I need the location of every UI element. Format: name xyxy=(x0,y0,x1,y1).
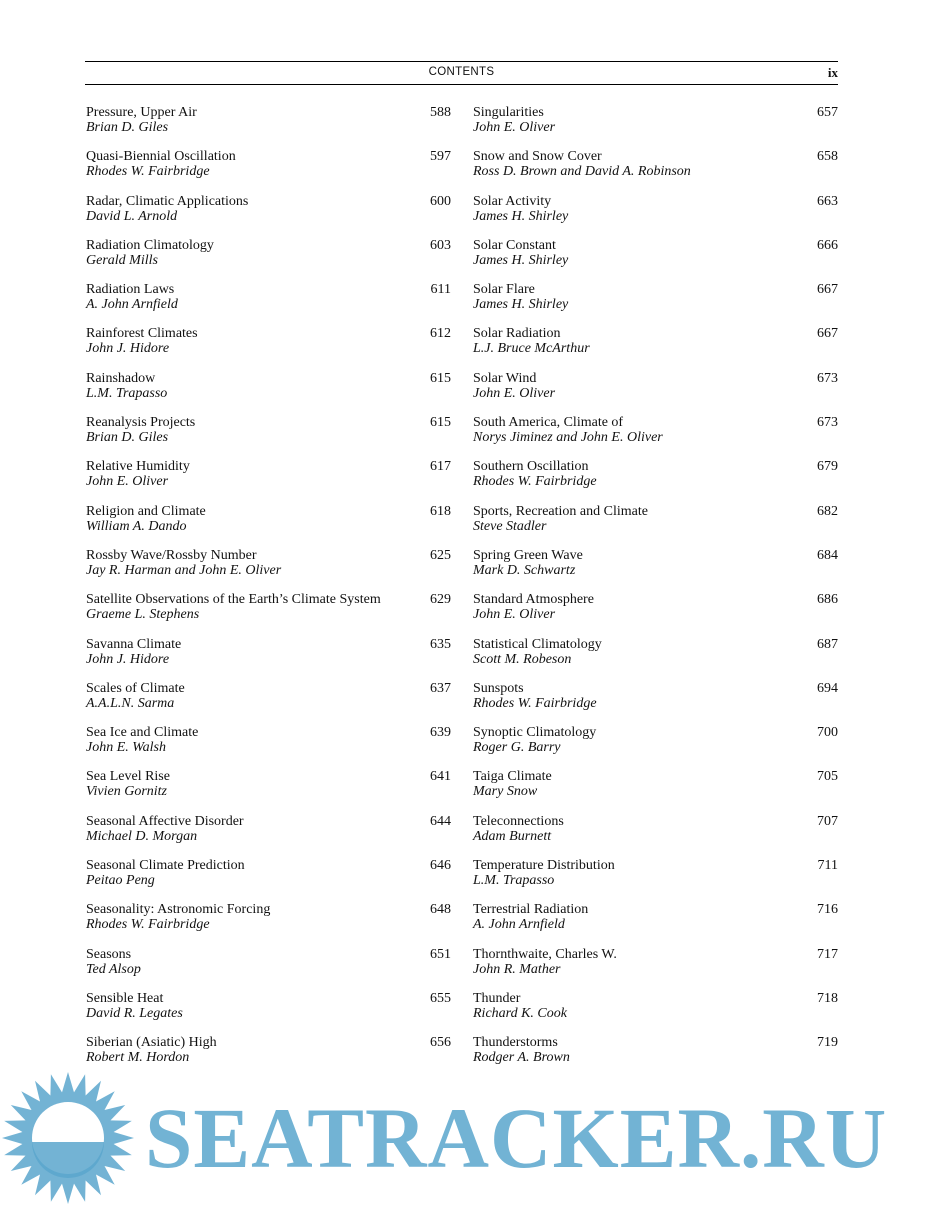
entry-page: 603 xyxy=(430,237,451,253)
entry-author: Robert M. Hordon xyxy=(86,1050,190,1066)
entry-author: John E. Oliver xyxy=(86,474,169,490)
entry-title: Relative Humidity xyxy=(86,459,190,475)
entry-page: 648 xyxy=(430,902,451,918)
toc-entry xyxy=(473,592,838,636)
entry-title: Thunderstorms xyxy=(473,1035,558,1051)
entry-title: Solar Activity xyxy=(473,193,552,209)
entry-title: Southern Oscillation xyxy=(473,459,589,475)
entry-author: A.A.L.N. Sarma xyxy=(86,695,175,711)
entry-author: Rhodes W. Fairbridge xyxy=(473,474,597,490)
entry-page: 656 xyxy=(430,1035,451,1051)
entry-author: Brian D. Giles xyxy=(86,430,169,446)
toc-entry xyxy=(86,637,451,681)
toc-entry xyxy=(86,548,451,592)
entry-title: Rainforest Climates xyxy=(86,326,198,342)
entry-page: 673 xyxy=(817,370,838,386)
toc-entry xyxy=(86,725,451,769)
toc-entry xyxy=(473,902,838,946)
entry-author: Vivien Gornitz xyxy=(86,784,168,800)
toc-entry xyxy=(473,858,838,902)
entry-page: 658 xyxy=(817,149,838,165)
entry-title: Spring Green Wave xyxy=(473,547,583,563)
entry-author: Gerald Mills xyxy=(86,252,158,268)
toc-entry xyxy=(473,194,838,238)
entry-title: Radiation Laws xyxy=(86,282,175,298)
entry-author: Mary Snow xyxy=(473,784,538,800)
entry-title: Solar Flare xyxy=(473,282,535,298)
toc-entry xyxy=(473,371,838,415)
toc-entry xyxy=(473,681,838,725)
entry-title: Rossby Wave/Rossby Number xyxy=(86,547,257,563)
entry-title: Taiga Climate xyxy=(473,769,552,785)
entry-page: 597 xyxy=(430,149,451,165)
entry-page: 611 xyxy=(430,282,451,298)
toc-entry xyxy=(473,238,838,282)
entry-title: Solar Radiation xyxy=(473,326,561,342)
entry-author: Ted Alsop xyxy=(86,961,141,977)
entry-page: 718 xyxy=(817,990,838,1006)
entry-author: John J. Hidore xyxy=(86,341,170,357)
entry-author: John E. Oliver xyxy=(473,385,556,401)
entry-author: James H. Shirley xyxy=(473,297,569,313)
toc-entry xyxy=(86,858,451,902)
entry-page: 615 xyxy=(430,370,451,386)
toc-entry xyxy=(473,326,838,370)
entry-page: 666 xyxy=(817,237,838,253)
entry-page: 657 xyxy=(817,105,838,120)
entry-title: South America, Climate of xyxy=(473,415,624,431)
entry-title: Seasons xyxy=(86,946,132,962)
entry-page: 682 xyxy=(817,503,838,519)
entry-author: L.J. Bruce McArthur xyxy=(473,341,590,357)
toc-entry xyxy=(473,459,838,503)
entry-page: 629 xyxy=(430,592,451,608)
entry-page: 707 xyxy=(817,813,838,829)
entry-page: 644 xyxy=(430,813,451,829)
entry-author: John E. Oliver xyxy=(473,607,556,623)
entry-page: 711 xyxy=(817,858,838,874)
entry-page: 615 xyxy=(430,415,451,431)
entry-title: Solar Constant xyxy=(473,237,556,253)
entry-page: 667 xyxy=(817,282,838,298)
entry-author: Ross D. Brown and David A. Robinson xyxy=(473,164,691,180)
entry-page: 686 xyxy=(817,592,838,608)
toc-entry xyxy=(473,105,838,149)
toc-entry xyxy=(86,504,451,548)
toc-entry xyxy=(473,282,838,326)
entry-title: Pressure, Upper Air xyxy=(86,105,197,120)
contents-column-left xyxy=(86,105,451,1080)
toc-entry xyxy=(86,371,451,415)
toc-entry xyxy=(473,548,838,592)
entry-page: 635 xyxy=(430,636,451,652)
entry-title: Sea Ice and Climate xyxy=(86,725,199,741)
entry-author: Steve Stadler xyxy=(473,518,547,534)
entry-title: Scales of Climate xyxy=(86,680,185,696)
entry-page: 618 xyxy=(430,503,451,519)
entry-page: 612 xyxy=(430,326,451,342)
entry-title: Synoptic Climatology xyxy=(473,725,597,741)
toc-entry xyxy=(86,769,451,813)
entry-author: A. John Arnfield xyxy=(86,297,178,313)
entry-page: 663 xyxy=(817,193,838,209)
entry-title: Seasonality: Astronomic Forcing xyxy=(86,902,271,918)
toc-entry xyxy=(473,814,838,858)
entry-author: William A. Dando xyxy=(86,518,187,534)
entry-author: John E. Oliver xyxy=(473,120,556,135)
entry-title: Seasonal Climate Prediction xyxy=(86,858,245,874)
toc-entry xyxy=(86,415,451,459)
toc-entry xyxy=(86,105,451,149)
entry-page: 716 xyxy=(817,902,838,918)
entry-page: 588 xyxy=(430,105,451,120)
entry-author: Brian D. Giles xyxy=(86,120,169,135)
entry-title: Snow and Snow Cover xyxy=(473,149,602,165)
entry-page: 617 xyxy=(430,459,451,475)
entry-author: Roger G. Barry xyxy=(473,740,561,756)
entry-author: John E. Walsh xyxy=(86,740,166,756)
entry-page: 687 xyxy=(817,636,838,652)
entry-title: Standard Atmosphere xyxy=(473,592,594,608)
entry-title: Sunspots xyxy=(473,680,524,696)
toc-entry xyxy=(86,592,451,636)
entry-page: 600 xyxy=(430,193,451,209)
entry-author: Mark D. Schwartz xyxy=(473,562,576,578)
toc-entry xyxy=(86,149,451,193)
toc-entry xyxy=(86,991,451,1035)
entry-author: James H. Shirley xyxy=(473,208,569,224)
entry-title: Thornthwaite, Charles W. xyxy=(473,946,617,962)
entry-title: Temperature Distribution xyxy=(473,858,615,874)
entry-author: Richard K. Cook xyxy=(473,1005,567,1021)
entry-title: Religion and Climate xyxy=(86,503,206,519)
toc-entry xyxy=(473,991,838,1035)
entry-author: Michael D. Morgan xyxy=(86,828,198,844)
entry-author: L.M. Trapasso xyxy=(473,873,555,889)
entry-author: Adam Burnett xyxy=(473,828,552,844)
entry-title: Singularities xyxy=(473,105,544,120)
entry-author: David L. Arnold xyxy=(86,208,178,224)
entry-title: Quasi-Biennial Oscillation xyxy=(86,149,236,165)
toc-entry xyxy=(473,725,838,769)
toc-entry xyxy=(86,282,451,326)
entry-title: Satellite Observations of the Earth’s Climate System xyxy=(86,592,381,608)
entry-page: 655 xyxy=(430,990,451,1006)
entry-page: 651 xyxy=(430,946,451,962)
entry-title: Rainshadow xyxy=(86,370,156,386)
entry-title: Sensible Heat xyxy=(86,990,164,1006)
entry-title: Thunder xyxy=(473,990,521,1006)
entry-page: 646 xyxy=(430,858,451,874)
toc-entry xyxy=(473,504,838,548)
entry-page: 667 xyxy=(817,326,838,342)
entry-author: Rodger A. Brown xyxy=(473,1050,570,1066)
entry-author: Norys Jiminez and John E. Oliver xyxy=(473,430,663,446)
entry-page: 717 xyxy=(817,946,838,962)
watermark-text: SEATRACKER.RU xyxy=(145,1090,888,1186)
entry-page: 679 xyxy=(817,459,838,475)
entry-author: John J. Hidore xyxy=(86,651,170,667)
page-header xyxy=(85,61,838,85)
toc-entry xyxy=(473,149,838,193)
entry-author: Rhodes W. Fairbridge xyxy=(86,917,210,933)
toc-entry xyxy=(86,681,451,725)
entry-page: 625 xyxy=(430,547,451,563)
toc-entry xyxy=(473,637,838,681)
entry-author: Scott M. Robeson xyxy=(473,651,572,667)
entry-author: Rhodes W. Fairbridge xyxy=(86,164,210,180)
entry-author: Jay R. Harman and John E. Oliver xyxy=(86,562,282,578)
entry-page: 719 xyxy=(817,1035,838,1051)
toc-entry xyxy=(86,238,451,282)
entry-page: 639 xyxy=(430,725,451,741)
entry-title: Savanna Climate xyxy=(86,636,182,652)
entry-page: 637 xyxy=(430,680,451,696)
entry-author: A. John Arnfield xyxy=(473,917,565,933)
entry-author: Peitao Peng xyxy=(86,873,155,889)
toc-entry xyxy=(473,769,838,813)
toc-entry xyxy=(86,947,451,991)
page-title: CONTENTS xyxy=(428,66,495,78)
contents-column-right xyxy=(473,105,838,1080)
entry-title: Radiation Climatology xyxy=(86,237,214,253)
entry-page: 673 xyxy=(817,415,838,431)
toc-entry xyxy=(86,902,451,946)
entry-title: Sports, Recreation and Climate xyxy=(473,503,648,519)
entry-title: Radar, Climatic Applications xyxy=(86,193,249,209)
toc-entry xyxy=(86,814,451,858)
entry-title: Solar Wind xyxy=(473,370,537,386)
entry-author: Rhodes W. Fairbridge xyxy=(473,695,597,711)
toc-entry xyxy=(86,326,451,370)
entry-title: Sea Level Rise xyxy=(86,769,170,785)
entry-page: 700 xyxy=(817,725,838,741)
entry-page: 684 xyxy=(817,547,838,563)
sun-logo-icon xyxy=(2,1072,134,1204)
toc-entry xyxy=(86,194,451,238)
entry-author: L.M. Trapasso xyxy=(86,385,168,401)
entry-author: James H. Shirley xyxy=(473,252,569,268)
entry-title: Terrestrial Radiation xyxy=(473,902,589,918)
entry-author: Graeme L. Stephens xyxy=(86,607,200,623)
entry-author: David R. Legates xyxy=(86,1005,183,1021)
entry-title: Siberian (Asiatic) High xyxy=(86,1035,217,1051)
toc-entry xyxy=(86,459,451,503)
entry-title: Reanalysis Projects xyxy=(86,415,196,431)
toc-entry xyxy=(473,415,838,459)
entry-title: Teleconnections xyxy=(473,813,564,829)
entry-title: Seasonal Affective Disorder xyxy=(86,813,244,829)
entry-page: 705 xyxy=(817,769,838,785)
page-number: ix xyxy=(827,65,838,80)
entry-author: John R. Mather xyxy=(473,961,561,977)
entry-page: 694 xyxy=(817,680,838,696)
entry-title: Statistical Climatology xyxy=(473,636,602,652)
toc-entry xyxy=(473,947,838,991)
entry-page: 641 xyxy=(430,769,451,785)
